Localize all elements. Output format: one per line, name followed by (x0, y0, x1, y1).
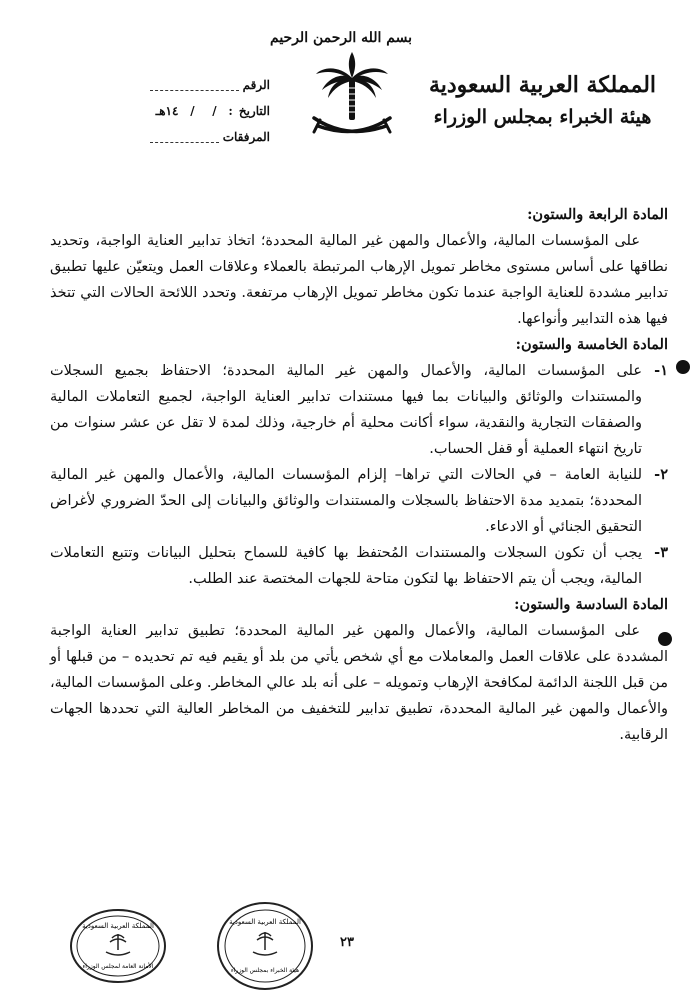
article-item (50, 462, 668, 540)
attachments-label: المرفقات (222, 130, 270, 144)
article-heading: المادة الخامسة والستون: (515, 336, 668, 353)
article-heading: المادة السادسة والستون: (514, 596, 668, 613)
seal-right-bottom-text: هيئة الخبراء بمجلس الوزراء (230, 967, 300, 974)
document-body (50, 202, 668, 748)
date-hijri-suffix: ١٤هـ (155, 104, 179, 118)
organization-name: المملكة العربية السعودية (428, 72, 657, 98)
date-label: التاريخ (238, 104, 270, 118)
date-colon: : (228, 104, 233, 118)
letterhead-organization (425, 68, 660, 132)
article-item (50, 358, 668, 462)
article-64 (50, 202, 668, 332)
punch-hole (658, 632, 672, 646)
attachments-blank (150, 132, 219, 143)
article-paragraph: على المؤسسات المالية، والأعمال والمهن غير المالية المحددة؛ تطبيق تدابير العناية الواجبة المشددة على علاقات العمل والمعاملات مع أي شخص يأتي من بلد أو يقيم فيه تم تحديده – من قبلها أو من قبل اللجنة الدائمة لمكافحة الإرهاب وتمويله – على أنه بلد عالي المخاطر. وعلى المؤسسات المالية، والأعمال والمهن غير المالية المحددة، تطبيق تدابير للتخفيف من المخاطر العالية التي تحددها الجهات الرقابية. (50, 623, 668, 743)
article-heading: المادة الرابعة والستون: (527, 206, 668, 223)
seal-left-top-text: المملكة العربية السعودية (82, 922, 154, 930)
reference-label: الرقم (242, 78, 270, 92)
article-65 (50, 332, 668, 592)
official-seal-right-icon (215, 900, 315, 992)
item-number: ١- (654, 362, 668, 379)
attachments-row (150, 124, 270, 150)
date-separator: / (212, 104, 217, 118)
palm-and-swords-emblem-icon (302, 48, 402, 148)
item-text: للنيابة العامة – في الحالات التي تراها– إلزام المؤسسات المالية، والأعمال والمهن غير المالية المحددة؛ بتمديد مدة الاحتفاظ بالسجلات والمستندات والوثائق والبيانات إلى الحدّ الضروري لأغراض التحقيق الجنائي أو الادعاء. (50, 467, 642, 535)
seal-left-bottom-text: الأمانة العامة لمجلس الوزراء (82, 963, 154, 970)
item-text: يجب أن تكون السجلات والمستندات المُحتفظ بها كافية للسماح بتحليل البيانات وتتبع التعاملات المالية، ويجب أن يتم الاحتفاظ بها لتكون متاحة للجهات المختصة عند الطلب. (50, 545, 642, 587)
reference-row (150, 72, 270, 98)
article-paragraph: على المؤسسات المالية، والأعمال والمهن غير المالية المحددة؛ اتخاذ تدابير العناية الواجبة، وتحديد نطاقها على أساس مستوى مخاطر تمويل الإرهاب المرتبطة بالعملاء وعلاقات العمل ويتعيّن عليها تطبيق تدابير مشددة للعناية الواجبة عندما تكون مخاطر تمويل الإرهاب مرتفعة. وتحدد اللائحة الحالات التي تتخذ فيها هذه التدابير وأنواعها. (50, 233, 668, 327)
article-66 (50, 592, 668, 748)
official-seal-left-icon (68, 906, 168, 986)
item-text: على المؤسسات المالية، والأعمال والمهن غير المالية المحددة؛ الاحتفاظ بجميع السجلات والمستندات والوثائق والبيانات بما فيها مستندات تدابير العناية الواجبة، لجميع التعاملات المالية والصفقات التجارية والنقدية، سواء أكانت محلية أم خارجية، وذلك لمدة لا تقل عن عشر سنوات من تاريخ انتهاء العملية أو قفل الحساب. (50, 363, 642, 457)
page-number: ٢٣ (340, 935, 354, 950)
letterhead-emblem (270, 30, 412, 148)
date-row (150, 98, 270, 124)
date-separator: / (190, 104, 195, 118)
organization-subtitle: هيئة الخبراء بمجلس الوزراء (433, 106, 652, 128)
reference-blank (150, 80, 239, 91)
punch-hole (676, 360, 690, 374)
item-number: ٣- (654, 544, 668, 561)
article-item (50, 540, 668, 592)
letterhead-metadata (150, 72, 270, 150)
item-number: ٢- (654, 466, 668, 483)
basmala: بسم الله الرحمن الرحيم (270, 30, 412, 46)
seal-right-top-text: المملكة العربية السعودية (229, 918, 301, 926)
